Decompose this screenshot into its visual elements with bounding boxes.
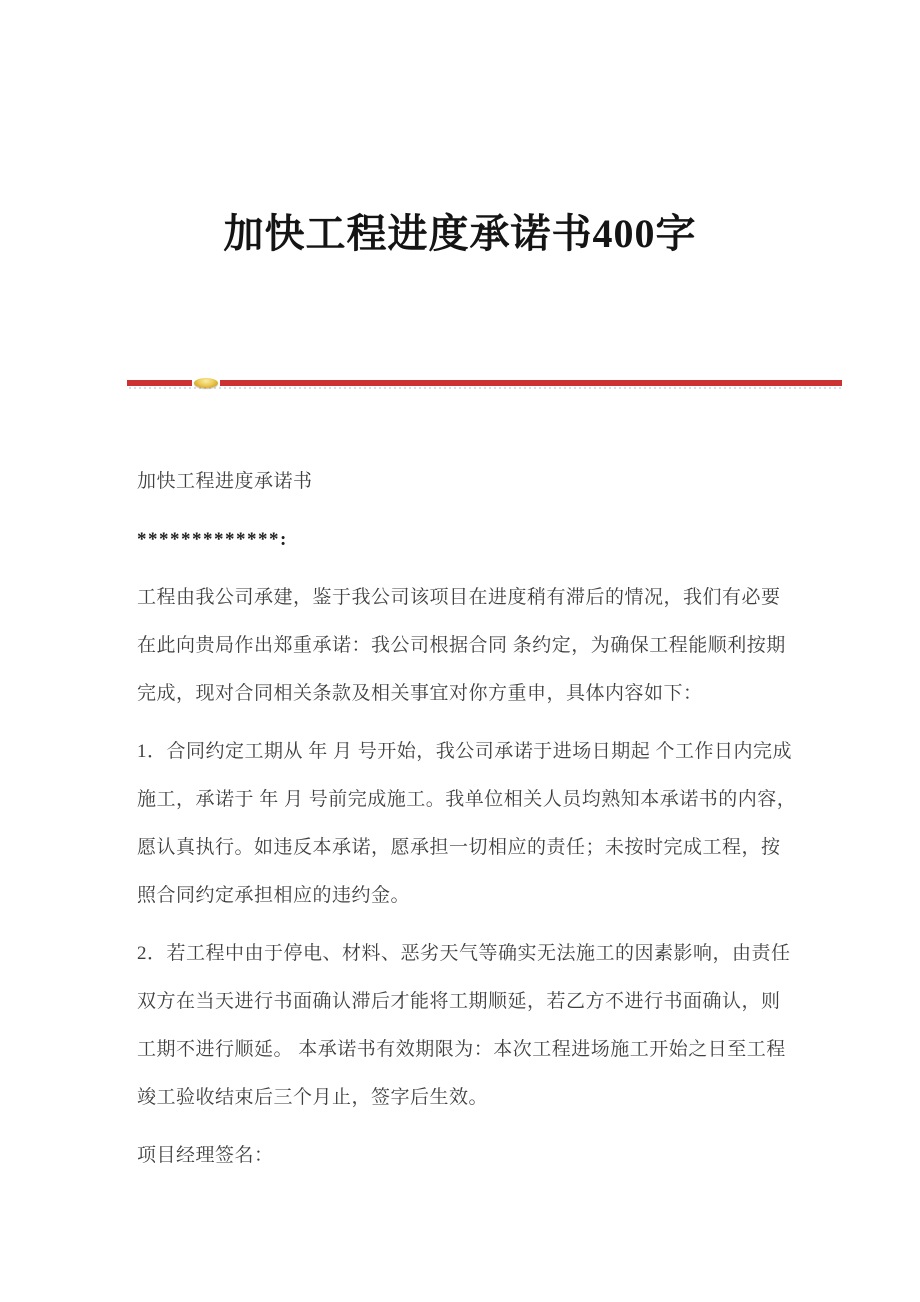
document-title: 加快工程进度承诺书400字 [223,211,697,256]
paragraph-item-1: 1．合同约定工期从 年 月 号开始，我公司承诺于进场日期起 个工作日内完成施工，承诺于 年 月 号前完成施工。我单位相关人员均熟知本承诺书的内容，愿认真执行。如违反本承诺，愿承担一切相应的责任；未按时完成工程，按照合同约定承担相应的违约金。 [137,741,797,906]
divider-line-right [220,380,842,386]
signature-line: 项目经理签名： [137,1145,274,1166]
document-body [137,458,799,1190]
divider-line-left [127,380,192,386]
title-divider [127,380,842,386]
paragraph-intro: 工程由我公司承建，鉴于我公司该项目在进度稍有滞后的情况，我们有必要在此向贵局作出郑重承诺：我公司根据合同 条约定，为确保工程能顺利按期完成，现对合同相关条款及相关事宜对你方重申，具体内容如下： [137,587,786,704]
paragraph-item-2: 2．若工程中由于停电、材料、恶劣天气等确实无法施工的因素影响，由责任双方在当天进行书面确认滞后才能将工期顺延，若乙方不进行书面确认，则工期不进行顺延。 本承诺书有效期限为：本次工程进场施工开始之日至工程竣工验收结束后三个月止，签字后生效。 [137,943,791,1108]
salutation-asterisks-line: *************: [137,529,288,550]
divider-ornament-icon [194,378,218,388]
body-heading: 加快工程进度承诺书 [137,471,313,492]
